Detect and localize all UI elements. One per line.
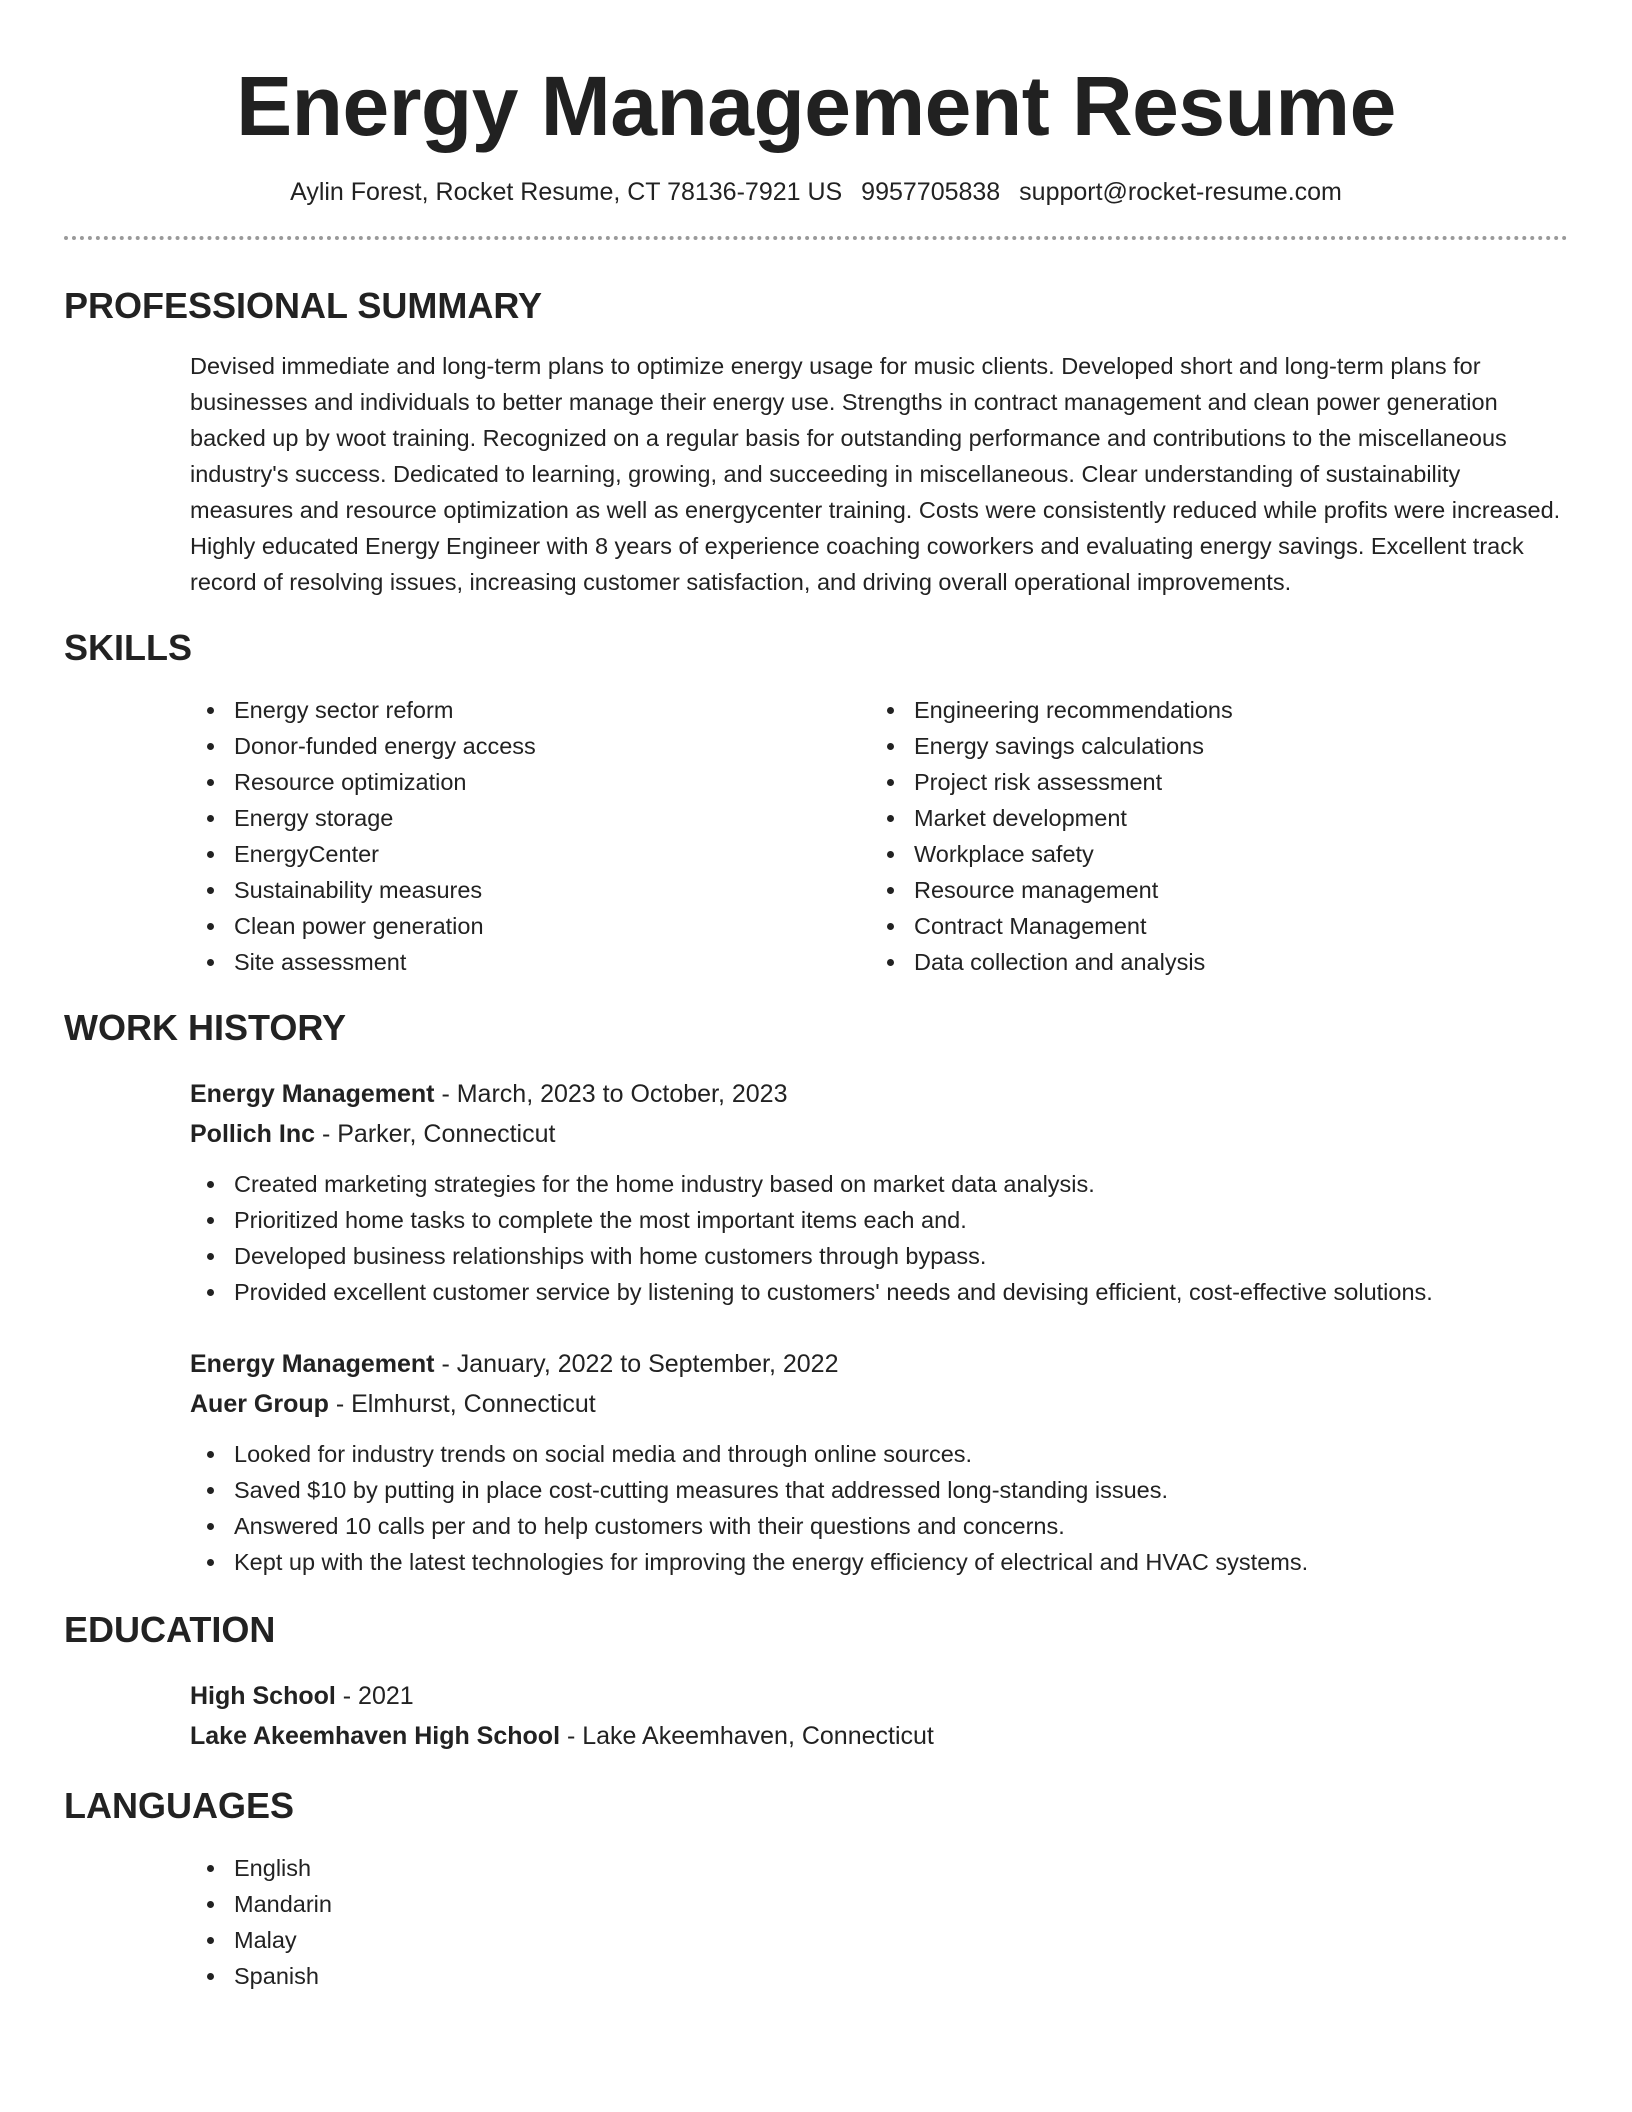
job-bullet: Provided excellent customer service by listening to customers' needs and devising efficient, cost-effective solutions. <box>190 1274 1568 1310</box>
job-bullets <box>190 1436 1568 1580</box>
job-bullet: Created marketing strategies for the home industry based on market data analysis. <box>190 1166 1568 1202</box>
skill-item: Data collection and analysis <box>870 944 1550 980</box>
contact-phone: 9957705838 <box>861 178 1001 206</box>
job-entry <box>190 1344 1568 1580</box>
contact-line <box>64 176 1568 208</box>
skill-item: Workplace safety <box>870 836 1550 872</box>
job-company: Auer Group <box>190 1390 329 1418</box>
skill-item: Engineering recommendations <box>870 692 1550 728</box>
job-dates: - March, 2023 to October, 2023 <box>434 1080 788 1108</box>
job-bullet: Saved $10 by putting in place cost-cutting measures that addressed long-standing issues. <box>190 1472 1568 1508</box>
contact-address: Aylin Forest, Rocket Resume, CT 78136-7921 US <box>290 178 843 206</box>
skill-item: Energy savings calculations <box>870 728 1550 764</box>
education-year: - 2021 <box>335 1682 414 1710</box>
page-title: Energy Management Resume <box>236 59 1396 153</box>
skill-item: Resource optimization <box>190 764 870 800</box>
header-divider <box>64 236 1568 240</box>
skill-item: Contract Management <box>870 908 1550 944</box>
skills-heading: SKILLS <box>64 627 193 668</box>
summary-text: Devised immediate and long-term plans to optimize energy usage for music clients. Developed short and long-term plans for businesses and individuals to better manage their energy use. Strengths in contract management and clean power generation backed up by woot training. Recognized on a regular basis for outstanding performance and contributions to the miscellaneous industry's success. Dedicated to learning, growing, and succeeding in miscellaneous. Clear understanding of sustainability measures and resource optimization as well as energycenter training. Costs were consistently reduced while profits were increased. Highly educated Energy Engineer with 8 years of experience coaching coworkers and evaluating energy savings. Excellent track record of resolving issues, increasing customer satisfaction, and driving overall operational improvements. <box>190 353 1561 595</box>
skill-item: Project risk assessment <box>870 764 1550 800</box>
language-item: Spanish <box>190 1958 1568 1994</box>
language-item: Malay <box>190 1922 1568 1958</box>
job-title-line <box>190 1344 1568 1384</box>
job-title: Energy Management <box>190 1350 435 1378</box>
skill-item: Clean power generation <box>190 908 870 944</box>
skill-item: EnergyCenter <box>190 836 870 872</box>
job-company: Pollich Inc <box>190 1120 316 1148</box>
skill-item: Sustainability measures <box>190 872 870 908</box>
language-item: Mandarin <box>190 1886 1568 1922</box>
job-title: Energy Management <box>190 1080 435 1108</box>
skills-column-right <box>870 692 1550 980</box>
education-degree-line <box>190 1676 1568 1716</box>
job-bullet: Developed business relationships with home customers through bypass. <box>190 1238 1568 1274</box>
job-location: - Parker, Connecticut <box>315 1120 556 1148</box>
education-degree: High School <box>190 1682 336 1710</box>
job-bullet: Answered 10 calls per and to help customers with their questions and concerns. <box>190 1508 1568 1544</box>
job-bullets <box>190 1166 1568 1310</box>
job-location: - Elmhurst, Connecticut <box>328 1390 596 1418</box>
work-history-heading: WORK HISTORY <box>64 1007 347 1048</box>
skill-item: Energy sector reform <box>190 692 870 728</box>
skill-item: Resource management <box>870 872 1550 908</box>
skills-grid <box>190 692 1568 980</box>
contact-email: support@rocket-resume.com <box>1019 178 1342 206</box>
skill-item: Site assessment <box>190 944 870 980</box>
job-dates: - January, 2022 to September, 2022 <box>434 1350 839 1378</box>
skill-item: Energy storage <box>190 800 870 836</box>
job-bullet: Looked for industry trends on social media and through online sources. <box>190 1436 1568 1472</box>
education-entry <box>190 1676 1568 1756</box>
job-bullet: Prioritized home tasks to complete the most important items each and. <box>190 1202 1568 1238</box>
skill-item: Market development <box>870 800 1550 836</box>
education-school-line <box>190 1716 1568 1756</box>
summary-heading: PROFESSIONAL SUMMARY <box>64 285 543 326</box>
languages-list <box>190 1850 1568 1994</box>
job-bullet: Kept up with the latest technologies for improving the energy efficiency of electrical and HVAC systems. <box>190 1544 1568 1580</box>
job-title-line <box>190 1074 1568 1114</box>
languages-heading: LANGUAGES <box>64 1785 295 1826</box>
job-company-line <box>190 1384 1568 1424</box>
language-item: English <box>190 1850 1568 1886</box>
education-heading: EDUCATION <box>64 1609 276 1650</box>
education-location: - Lake Akeemhaven, Connecticut <box>560 1722 934 1750</box>
skills-column-left <box>190 692 870 980</box>
job-entry <box>190 1074 1568 1310</box>
job-company-line <box>190 1114 1568 1154</box>
skill-item: Donor-funded energy access <box>190 728 870 764</box>
education-school: Lake Akeemhaven High School <box>190 1722 561 1750</box>
